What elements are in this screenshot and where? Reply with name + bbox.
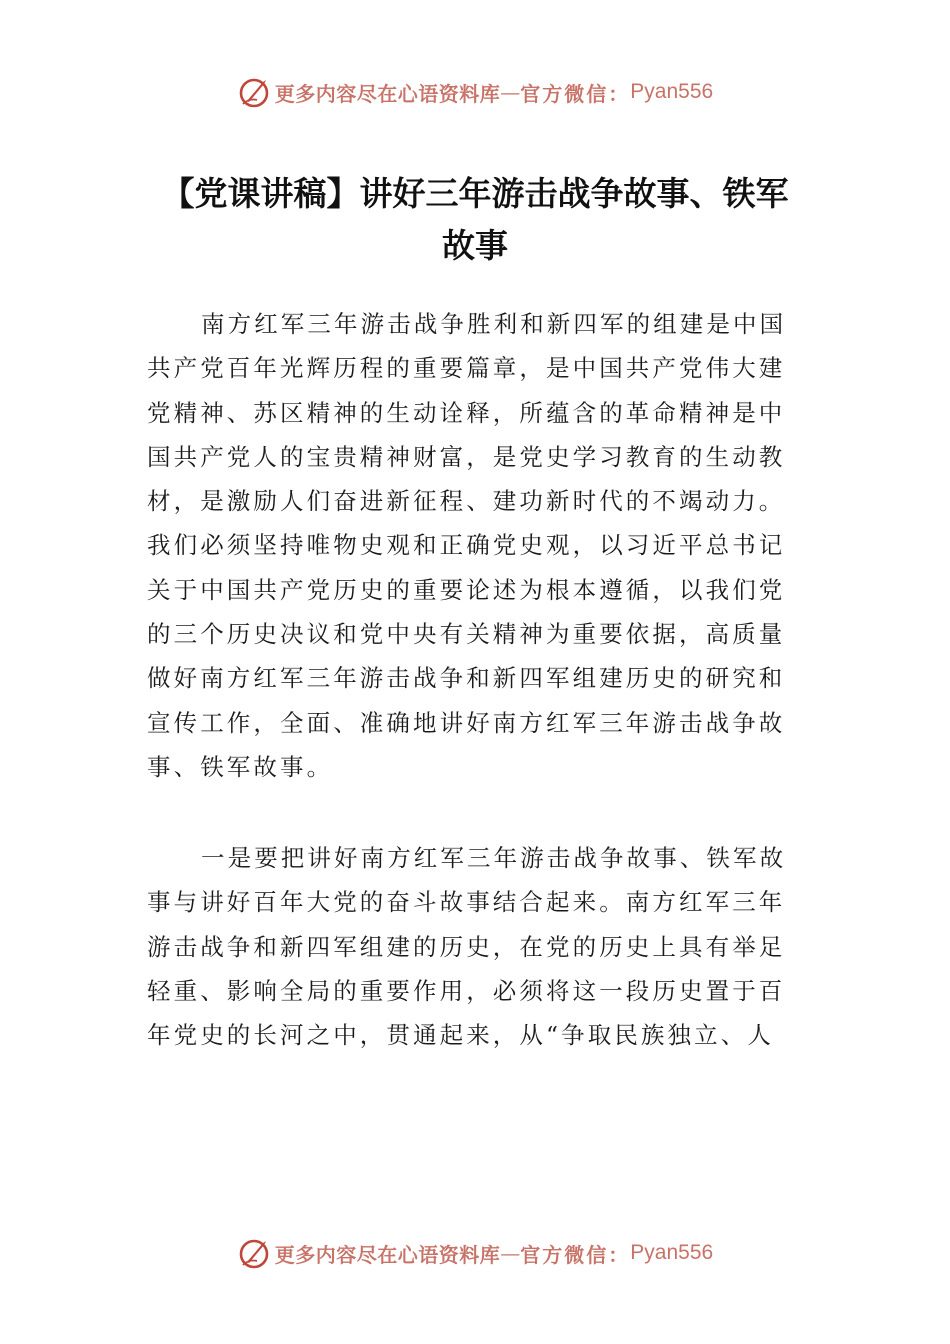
watermark-dash: — [500, 1241, 521, 1265]
header-watermark [0, 72, 950, 112]
footer-watermark [0, 1233, 950, 1273]
document-title [120, 168, 830, 272]
paragraph-line: 国共产党人的宝贵精神财富，是党史学习教育的生动教 [147, 442, 786, 471]
paragraph-line: 事与讲好百年大党的奋斗故事结合起来。南方红军三年 [147, 888, 786, 917]
paragraph-line: 做好南方红军三年游击战争和新四军组建历史的研究和 [147, 664, 786, 693]
watermark-site-text: 更多内容尽在心语资料库 [274, 1242, 501, 1267]
watermark-wechat-label: 官方微信： [520, 81, 631, 106]
paragraph-line: 南方红军三年游击战争胜利和新四军的组建是中国 [201, 310, 787, 338]
paragraph-line: 关于中国共产党历史的重要论述为根本遵循，以我们党 [147, 575, 786, 604]
paragraph-line: 游击战争和新四军组建的历史，在党的历史上具有举足 [147, 932, 786, 961]
title-line: 【党课讲稿】讲好三年游击战争故事、铁军 [161, 174, 789, 213]
watermark-wechat-label: 官方微信： [520, 1242, 631, 1267]
title-line: 故事 [442, 226, 508, 265]
paragraph-line: 宣传工作，全面、准确地讲好南方红军三年游击战争故 [147, 708, 786, 737]
paragraph-line: 一是要把讲好南方红军三年游击战争故事、铁军故 [201, 844, 787, 872]
paragraph-line: 年党史的长河之中，贯通起来，从“争取民族独立、人 [147, 1021, 774, 1050]
paragraph-line: 轻重、影响全局的重要作用，必须将这一段历史置于百 [147, 976, 786, 1005]
paragraph-line: 的三个历史决议和党中央有关精神为重要依据，高质量 [147, 620, 786, 649]
watermark-wechat-id: Pyan556 [630, 1241, 714, 1264]
quill-logo-icon [237, 74, 273, 110]
body-paragraph-2 [147, 836, 807, 1057]
paragraph-line: 事、铁军故事。 [147, 752, 334, 781]
paragraph-line: 材，是激励人们奋进新征程、建功新时代的不竭动力。 [147, 487, 786, 516]
watermark-wechat-id: Pyan556 [630, 80, 714, 103]
paragraph-line: 我们必须坚持唯物史观和正确党史观，以习近平总书记 [147, 531, 786, 560]
paragraph-line: 党精神、苏区精神的生动诠释，所蕴含的革命精神是中 [147, 398, 786, 427]
watermark-dash: — [500, 80, 521, 104]
paragraph-line: 共产党百年光辉历程的重要篇章，是中国共产党伟大建 [147, 354, 786, 383]
body-paragraph-1 [147, 302, 807, 789]
quill-logo-icon [237, 1235, 273, 1271]
watermark-site-text: 更多内容尽在心语资料库 [274, 81, 501, 106]
